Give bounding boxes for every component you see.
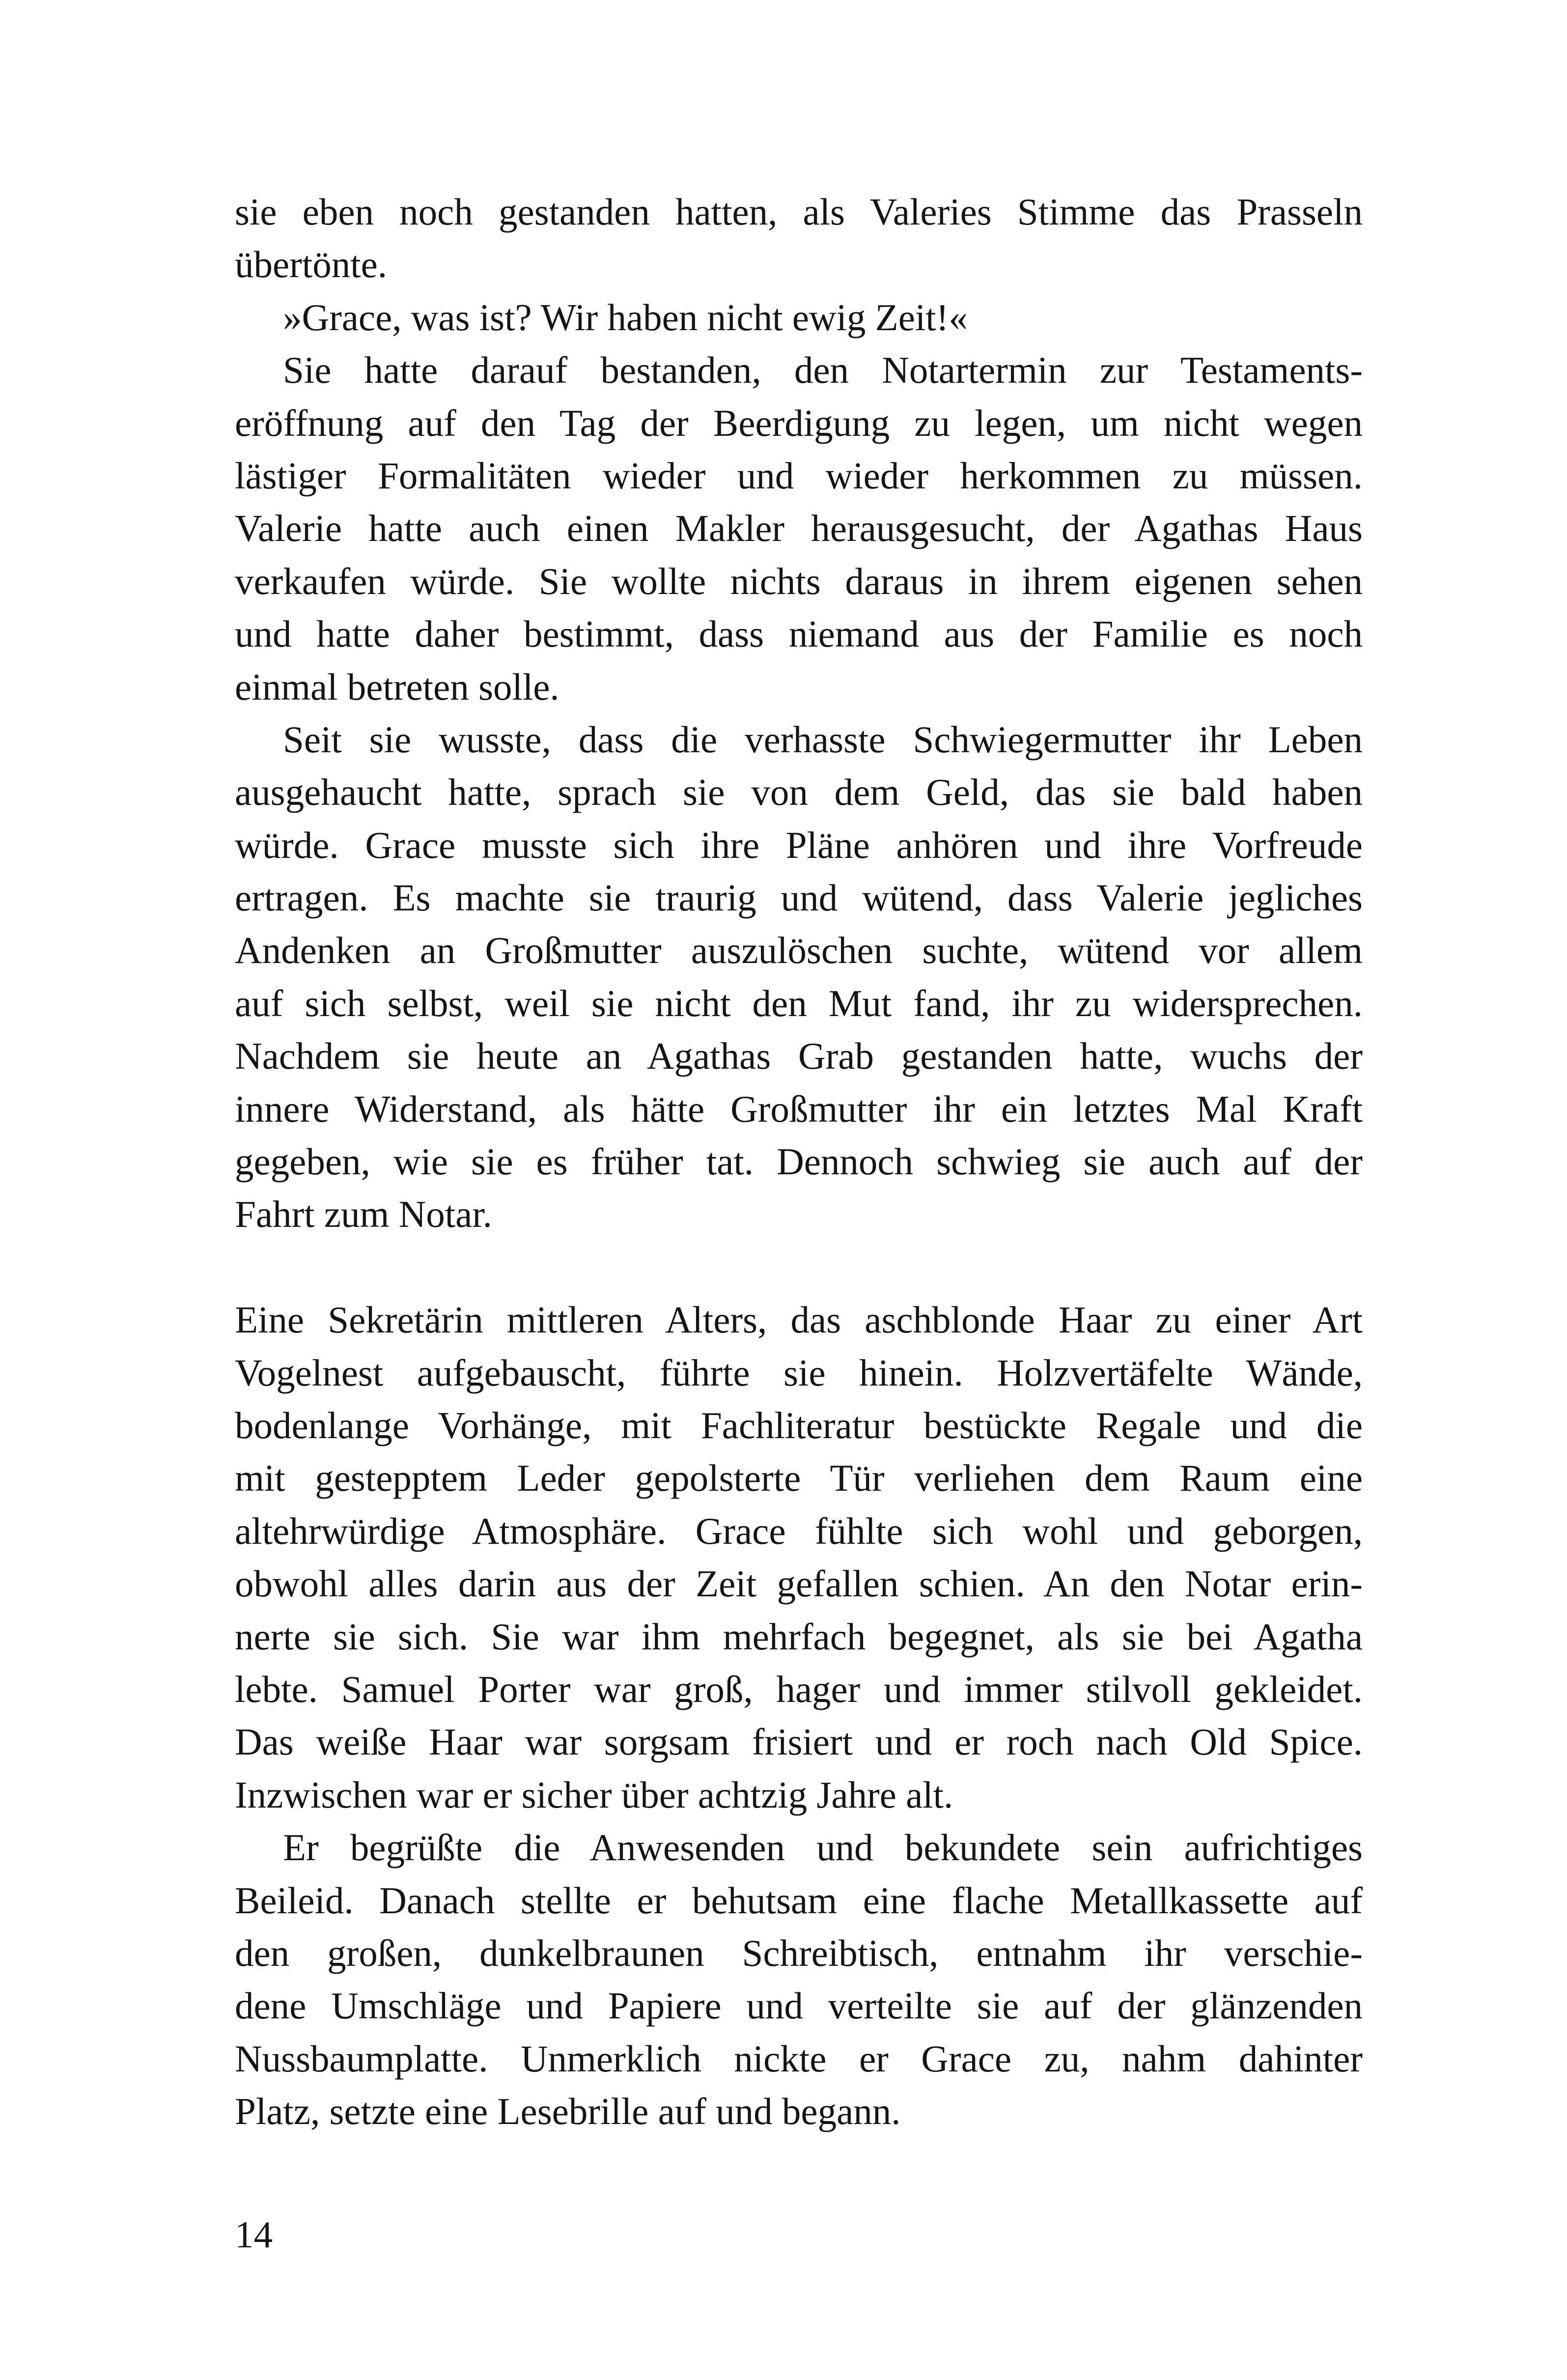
- paragraph: [235, 1294, 1363, 1821]
- text-line: Vogelnest aufgebauscht, führte sie hinein. Holzvertäfelte Wände,: [235, 1351, 1363, 1394]
- paragraph: [235, 713, 1363, 1241]
- text-line: dene Umschläge und Papiere und verteilte sie auf der glänzenden: [235, 1984, 1363, 2027]
- text-line: Andenken an Großmutter auszulöschen suchte, wütend vor allem: [235, 929, 1363, 972]
- text-line: gegeben, wie sie es früher tat. Dennoch schwieg sie auch auf der: [235, 1140, 1363, 1183]
- text-line: verkaufen würde. Sie wollte nichts daraus in ihrem eigenen sehen: [235, 560, 1363, 602]
- paragraph: [235, 291, 1363, 344]
- paragraph: [235, 344, 1363, 713]
- text-line: einmal betreten solle.: [235, 665, 560, 708]
- text-line: Nussbaumplatte. Unmerklich nickte er Grace zu, nahm dahinter: [235, 2037, 1363, 2080]
- text-line: auf sich selbst, weil sie nicht den Mut fand, ihr zu widersprechen.: [235, 982, 1363, 1024]
- text-line: lebte. Samuel Porter war groß, hager und immer stilvoll gekleidet.: [235, 1668, 1363, 1710]
- text-line: innere Widerstand, als hätte Großmutter ihr ein letztes Mal Kraft: [235, 1087, 1363, 1130]
- text-line: »Grace, was ist? Wir haben nicht ewig Zeit!«: [283, 296, 968, 339]
- text-line: würde. Grace musste sich ihre Pläne anhören und ihre Vorfreude: [235, 823, 1363, 866]
- page-number: 14: [235, 2213, 273, 2256]
- text-line: ausgehaucht hatte, sprach sie von dem Geld, das sie bald haben: [235, 771, 1363, 814]
- text-line: eröffnung auf den Tag der Beerdigung zu legen, um nicht wegen: [235, 401, 1363, 444]
- text-line: Platz, setzte eine Lesebrille auf und begann.: [235, 2090, 901, 2133]
- text-line: Fahrt zum Notar.: [235, 1193, 492, 1236]
- text-line: Sie hatte darauf bestanden, den Notartermin zur Testaments-: [283, 349, 1363, 392]
- text-line: ertragen. Es machte sie traurig und wütend, dass Valerie jegliches: [235, 877, 1363, 919]
- paragraph: [235, 1821, 1363, 2138]
- text-line: bodenlange Vorhänge, mit Fachliteratur bestückte Regale und die: [235, 1404, 1363, 1446]
- text-line: lästiger Formalitäten wieder und wieder herkommen zu müssen.: [235, 454, 1363, 497]
- text-line: mit gestepptem Leder gepolsterte Tür verliehen dem Raum eine: [235, 1457, 1363, 1500]
- text-line: den großen, dunkelbraunen Schreibtisch, entnahm ihr verschie-: [235, 1931, 1363, 1974]
- text-line: übertönte.: [235, 243, 388, 286]
- text-line: Eine Sekretärin mittleren Alters, das aschblonde Haar zu einer Art: [235, 1299, 1363, 1341]
- text-line: nerte sie sich. Sie war ihm mehrfach begegnet, als sie bei Agatha: [235, 1615, 1363, 1658]
- text-line: sie eben noch gestanden hatten, als Valeries Stimme das Prasseln: [235, 191, 1363, 233]
- body-text: [235, 186, 1363, 2138]
- text-line: Inzwischen war er sicher über achtzig Jahre alt.: [235, 1773, 953, 1816]
- text-line: Seit sie wusste, dass die verhasste Schwiegermutter ihr Leben: [283, 718, 1363, 761]
- text-line: obwohl alles darin aus der Zeit gefallen schien. An den Notar erin-: [235, 1562, 1363, 1605]
- text-line: Valerie hatte auch einen Makler herausgesucht, der Agathas Haus: [235, 507, 1363, 550]
- paragraph: [235, 186, 1363, 291]
- section-break: [235, 1241, 1363, 1294]
- text-line: Beileid. Danach stellte er behutsam eine flache Metallkassette auf: [235, 1879, 1363, 1922]
- text-line: Nachdem sie heute an Agathas Grab gestanden hatte, wuchs der: [235, 1035, 1363, 1077]
- text-line: Das weiße Haar war sorgsam frisiert und er roch nach Old Spice.: [235, 1721, 1363, 1763]
- text-line: Er begrüßte die Anwesenden und bekundete sein aufrichtiges: [283, 1826, 1363, 1869]
- text-line: altehrwürdige Atmosphäre. Grace fühlte sich wohl und geborgen,: [235, 1509, 1363, 1552]
- text-line: und hatte daher bestimmt, dass niemand aus der Familie es noch: [235, 613, 1363, 655]
